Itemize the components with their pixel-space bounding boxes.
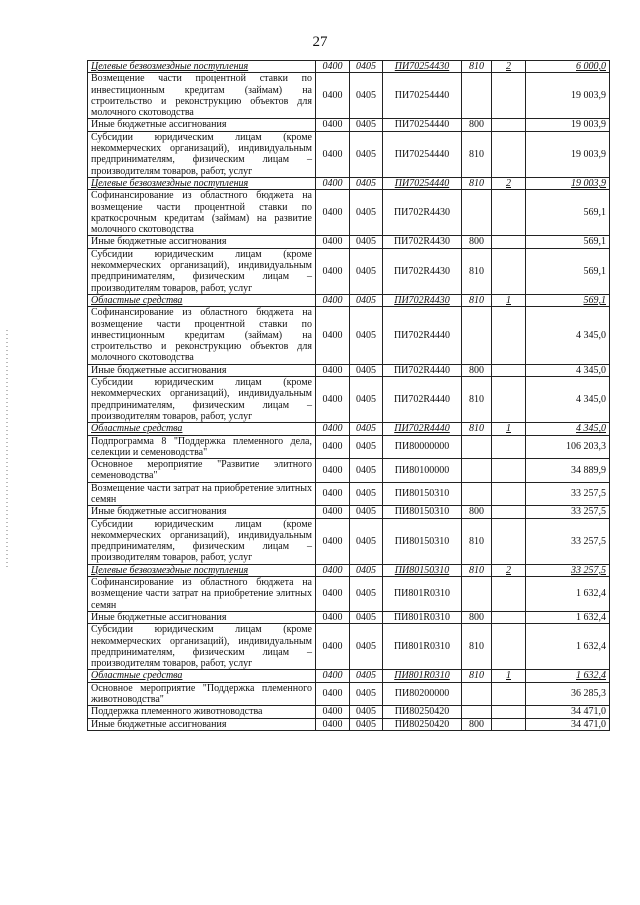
row-sum: 4 345,0 (526, 377, 610, 423)
row-expense-type (462, 682, 492, 706)
row-article: ПИ70254440 (383, 177, 462, 189)
row-expense-type: 810 (462, 564, 492, 576)
table-row (88, 61, 610, 73)
table-row (88, 611, 610, 623)
row-subsection: 0405 (350, 611, 383, 623)
row-name: Целевые безвозмездные поступления (88, 564, 316, 576)
row-subsection: 0405 (350, 423, 383, 435)
row-expense-type: 810 (462, 294, 492, 306)
row-subsection: 0405 (350, 119, 383, 131)
row-article: ПИ702R4430 (383, 294, 462, 306)
row-sum: 1 632,4 (526, 624, 610, 670)
row-section: 0400 (316, 482, 350, 506)
row-sum: 569,1 (526, 294, 610, 306)
row-section: 0400 (316, 624, 350, 670)
margin-artifact (6, 330, 8, 570)
row-sum: 1 632,4 (526, 577, 610, 612)
row-expense-type (462, 307, 492, 364)
row-expense-type: 810 (462, 670, 492, 682)
row-source (492, 73, 526, 119)
table-row (88, 294, 610, 306)
row-subsection: 0405 (350, 518, 383, 564)
row-subsection: 0405 (350, 190, 383, 236)
row-expense-type (462, 706, 492, 718)
row-subsection: 0405 (350, 718, 383, 730)
table-row (88, 73, 610, 119)
row-sum: 6 000,0 (526, 61, 610, 73)
row-subsection: 0405 (350, 624, 383, 670)
table-row (88, 482, 610, 506)
table-row (88, 670, 610, 682)
row-section: 0400 (316, 131, 350, 177)
row-article: ПИ80100000 (383, 459, 462, 483)
row-article: ПИ80250420 (383, 718, 462, 730)
row-name: Иные бюджетные ассигнования (88, 119, 316, 131)
table-row (88, 435, 610, 459)
table-row (88, 307, 610, 364)
row-source (492, 435, 526, 459)
row-source (492, 611, 526, 623)
table-row (88, 119, 610, 131)
row-expense-type (462, 577, 492, 612)
row-section: 0400 (316, 670, 350, 682)
row-sum: 36 285,3 (526, 682, 610, 706)
row-expense-type: 800 (462, 506, 492, 518)
row-expense-type: 800 (462, 718, 492, 730)
table-row (88, 423, 610, 435)
row-subsection: 0405 (350, 236, 383, 248)
row-source (492, 482, 526, 506)
row-subsection: 0405 (350, 435, 383, 459)
row-source (492, 706, 526, 718)
row-source (492, 236, 526, 248)
row-sum: 34 471,0 (526, 718, 610, 730)
row-name: Субсидии юридическим лицам (кроме некоммерческих организаций), индивидуальным предпринимателям, физическим лицам – производителям товаров, работ, услуг (88, 377, 316, 423)
row-expense-type: 810 (462, 624, 492, 670)
row-section: 0400 (316, 611, 350, 623)
row-section: 0400 (316, 294, 350, 306)
row-expense-type: 810 (462, 377, 492, 423)
budget-table (87, 60, 610, 731)
row-source (492, 190, 526, 236)
row-source (492, 131, 526, 177)
row-article: ПИ801R0310 (383, 624, 462, 670)
row-section: 0400 (316, 435, 350, 459)
table-row (88, 177, 610, 189)
row-name: Целевые безвозмездные поступления (88, 61, 316, 73)
page-number: 27 (312, 34, 328, 50)
row-sum: 1 632,4 (526, 611, 610, 623)
row-expense-type: 810 (462, 131, 492, 177)
row-section: 0400 (316, 190, 350, 236)
table-row (88, 564, 610, 576)
row-source (492, 577, 526, 612)
row-source: 1 (492, 423, 526, 435)
row-source (492, 518, 526, 564)
row-article: ПИ70254440 (383, 131, 462, 177)
row-sum: 4 345,0 (526, 307, 610, 364)
row-source (492, 364, 526, 376)
row-sum: 19 003,9 (526, 131, 610, 177)
table-row (88, 377, 610, 423)
row-expense-type: 810 (462, 518, 492, 564)
row-article: ПИ702R4430 (383, 190, 462, 236)
row-subsection: 0405 (350, 670, 383, 682)
row-source (492, 119, 526, 131)
row-source: 1 (492, 294, 526, 306)
row-sum: 33 257,5 (526, 518, 610, 564)
row-name: Иные бюджетные ассигнования (88, 364, 316, 376)
row-expense-type: 800 (462, 119, 492, 131)
row-section: 0400 (316, 577, 350, 612)
table-row (88, 236, 610, 248)
row-source (492, 377, 526, 423)
row-source (492, 624, 526, 670)
table-body (88, 61, 610, 731)
table-row (88, 718, 610, 730)
row-subsection: 0405 (350, 177, 383, 189)
row-article: ПИ80200000 (383, 682, 462, 706)
row-section: 0400 (316, 682, 350, 706)
row-section: 0400 (316, 248, 350, 294)
row-subsection: 0405 (350, 459, 383, 483)
row-section: 0400 (316, 423, 350, 435)
row-name: Иные бюджетные ассигнования (88, 506, 316, 518)
row-subsection: 0405 (350, 307, 383, 364)
row-subsection: 0405 (350, 706, 383, 718)
row-sum: 4 345,0 (526, 423, 610, 435)
row-expense-type (462, 190, 492, 236)
row-expense-type (462, 73, 492, 119)
row-name: Софинансирование из областного бюджета на возмещение части процентной ставки по инвестиционным кредитам (займам) на строительство и реконструкцию объектов для молочного скотоводства (88, 307, 316, 364)
row-name: Областные средства (88, 294, 316, 306)
row-expense-type: 810 (462, 248, 492, 294)
row-sum: 569,1 (526, 236, 610, 248)
row-expense-type: 810 (462, 61, 492, 73)
row-section: 0400 (316, 364, 350, 376)
row-article: ПИ702R4440 (383, 307, 462, 364)
row-expense-type: 800 (462, 236, 492, 248)
row-expense-type: 810 (462, 177, 492, 189)
row-section: 0400 (316, 61, 350, 73)
table-row (88, 364, 610, 376)
row-section: 0400 (316, 518, 350, 564)
row-article: ПИ801R0310 (383, 670, 462, 682)
row-name: Областные средства (88, 670, 316, 682)
table-row (88, 518, 610, 564)
row-section: 0400 (316, 236, 350, 248)
table-row (88, 624, 610, 670)
row-sum: 33 257,5 (526, 564, 610, 576)
table-row (88, 131, 610, 177)
row-sum: 19 003,9 (526, 73, 610, 119)
row-expense-type (462, 435, 492, 459)
row-expense-type (462, 459, 492, 483)
row-subsection: 0405 (350, 577, 383, 612)
row-subsection: 0405 (350, 682, 383, 706)
row-sum: 34 471,0 (526, 706, 610, 718)
row-article: ПИ70254430 (383, 61, 462, 73)
row-section: 0400 (316, 73, 350, 119)
row-article: ПИ80250420 (383, 706, 462, 718)
row-section: 0400 (316, 564, 350, 576)
row-article: ПИ801R0310 (383, 611, 462, 623)
table-row (88, 459, 610, 483)
row-sum: 1 632,4 (526, 670, 610, 682)
table-row (88, 248, 610, 294)
row-section: 0400 (316, 177, 350, 189)
row-article: ПИ80150310 (383, 564, 462, 576)
row-article: ПИ702R4430 (383, 248, 462, 294)
row-sum: 19 003,9 (526, 119, 610, 131)
row-subsection: 0405 (350, 131, 383, 177)
row-article: ПИ80150310 (383, 518, 462, 564)
row-subsection: 0405 (350, 377, 383, 423)
row-sum: 34 889,9 (526, 459, 610, 483)
row-source (492, 307, 526, 364)
row-section: 0400 (316, 506, 350, 518)
row-article: ПИ702R4440 (383, 423, 462, 435)
row-source (492, 682, 526, 706)
row-sum: 33 257,5 (526, 506, 610, 518)
row-name: Основное мероприятие "Развитие элитного семеноводства" (88, 459, 316, 483)
row-article: ПИ801R0310 (383, 577, 462, 612)
row-article: ПИ702R4440 (383, 364, 462, 376)
row-source (492, 506, 526, 518)
row-name: Возмещение части процентной ставки по инвестиционным кредитам (займам) на строительство и реконструкцию объектов для молочного скотоводства (88, 73, 316, 119)
row-subsection: 0405 (350, 61, 383, 73)
row-section: 0400 (316, 119, 350, 131)
row-article: ПИ80150310 (383, 482, 462, 506)
row-name: Софинансирование из областного бюджета на возмещение части процентной ставки по краткосрочным кредитам (займам) на развитие молочного скотоводства (88, 190, 316, 236)
row-sum: 33 257,5 (526, 482, 610, 506)
row-name: Иные бюджетные ассигнования (88, 236, 316, 248)
row-source: 2 (492, 177, 526, 189)
row-name: Софинансирование из областного бюджета на возмещение части затрат на приобретение элитных семян (88, 577, 316, 612)
row-section: 0400 (316, 706, 350, 718)
row-article: ПИ702R4430 (383, 236, 462, 248)
row-subsection: 0405 (350, 482, 383, 506)
row-section: 0400 (316, 307, 350, 364)
row-article: ПИ70254440 (383, 119, 462, 131)
row-sum: 569,1 (526, 248, 610, 294)
table-row (88, 577, 610, 612)
row-section: 0400 (316, 459, 350, 483)
row-source (492, 248, 526, 294)
row-article: ПИ80000000 (383, 435, 462, 459)
row-expense-type: 800 (462, 364, 492, 376)
row-source: 1 (492, 670, 526, 682)
row-name: Возмещение части затрат на приобретение элитных семян (88, 482, 316, 506)
row-name: Основное мероприятие "Поддержка племенного животноводства" (88, 682, 316, 706)
row-source (492, 718, 526, 730)
row-name: Иные бюджетные ассигнования (88, 611, 316, 623)
row-expense-type: 810 (462, 423, 492, 435)
row-subsection: 0405 (350, 364, 383, 376)
row-source: 2 (492, 564, 526, 576)
row-sum: 106 203,3 (526, 435, 610, 459)
row-expense-type: 800 (462, 611, 492, 623)
row-name: Поддержка племенного животноводства (88, 706, 316, 718)
row-subsection: 0405 (350, 564, 383, 576)
row-source: 2 (492, 61, 526, 73)
row-source (492, 459, 526, 483)
table-row (88, 682, 610, 706)
row-article: ПИ70254440 (383, 73, 462, 119)
table-row (88, 506, 610, 518)
row-name: Иные бюджетные ассигнования (88, 718, 316, 730)
row-section: 0400 (316, 377, 350, 423)
row-sum: 19 003,9 (526, 177, 610, 189)
row-article: ПИ702R4440 (383, 377, 462, 423)
table-row (88, 706, 610, 718)
row-subsection: 0405 (350, 294, 383, 306)
row-article: ПИ80150310 (383, 506, 462, 518)
row-name: Субсидии юридическим лицам (кроме некоммерческих организаций), индивидуальным предпринимателям, физическим лицам – производителям товаров, работ, услуг (88, 518, 316, 564)
row-sum: 569,1 (526, 190, 610, 236)
row-name: Целевые безвозмездные поступления (88, 177, 316, 189)
row-name: Субсидии юридическим лицам (кроме некоммерческих организаций), индивидуальным предпринимателям, физическим лицам – производителям товаров, работ, услуг (88, 248, 316, 294)
table-row (88, 190, 610, 236)
row-subsection: 0405 (350, 73, 383, 119)
row-name: Субсидии юридическим лицам (кроме некоммерческих организаций), индивидуальным предпринимателям, физическим лицам – производителям товаров, работ, услуг (88, 131, 316, 177)
row-name: Подпрограмма 8 "Поддержка племенного дела, селекции и семеноводства" (88, 435, 316, 459)
row-name: Областные средства (88, 423, 316, 435)
row-section: 0400 (316, 718, 350, 730)
row-subsection: 0405 (350, 248, 383, 294)
row-expense-type (462, 482, 492, 506)
row-sum: 4 345,0 (526, 364, 610, 376)
row-subsection: 0405 (350, 506, 383, 518)
row-name: Субсидии юридическим лицам (кроме некоммерческих организаций), индивидуальным предпринимателям, физическим лицам – производителям товаров, работ, услуг (88, 624, 316, 670)
